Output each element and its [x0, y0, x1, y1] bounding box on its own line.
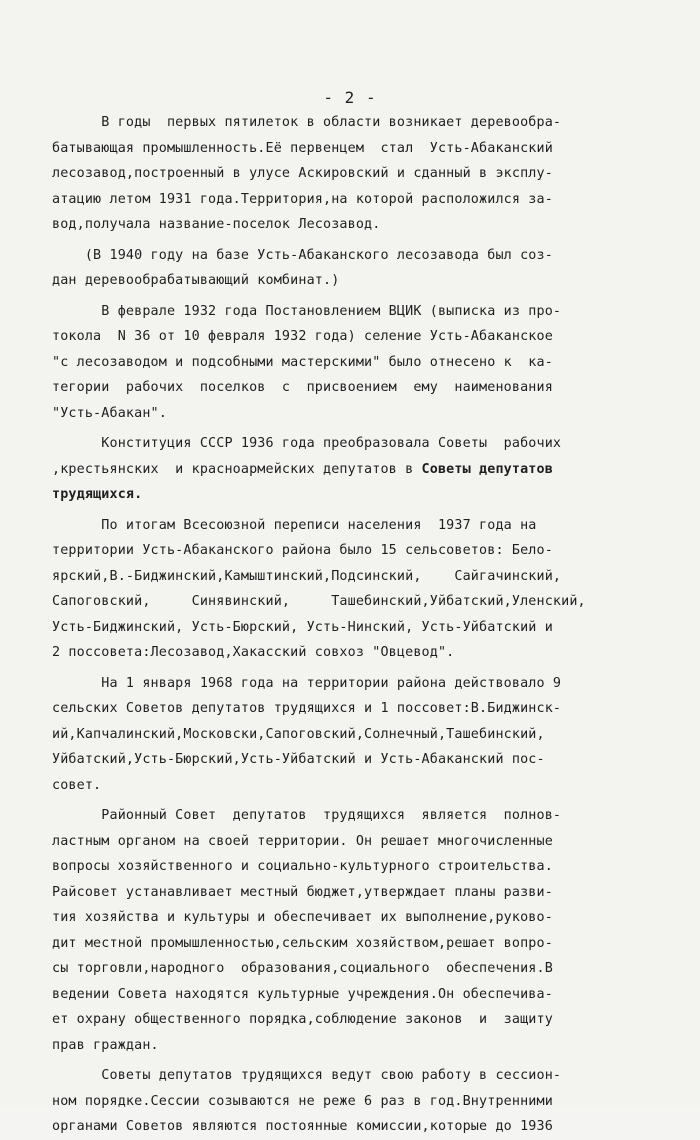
text-line: ,крестьянских и красноармейских депутатов в Советы депутатов	[52, 461, 553, 477]
text-line: Райсовет устанавливает местный бюджет,утверждает планы разви-	[52, 884, 553, 900]
text-line: ведении Совета находятся культурные учреждения.Он обеспечива-	[52, 986, 553, 1002]
text-line: токола N 36 от 10 февраля 1932 года) селение Усть-Абаканское	[52, 329, 553, 344]
text-line: (В 1940 году на базе Усть-Абаканского лесозавода был соз-	[52, 247, 553, 263]
text-line: совет.	[52, 777, 102, 793]
text-line: вод,получала название-поселок Лесозавод.	[52, 217, 381, 232]
text-line: тегории рабочих поселков с присвоением ему наименования	[52, 380, 553, 395]
text-line: вопросы хозяйственного и социально-культурного строительства.	[52, 859, 553, 874]
text-line: дит местной промышленностью,сельским хозяйством,решает вопро-	[52, 935, 553, 951]
paragraph	[52, 299, 652, 427]
text-line: лесозавод,построенный в улусе Аскировский и сданный в эксплу-	[52, 166, 553, 181]
document-body	[52, 110, 652, 1140]
text-line: ет охрану общественного порядка,соблюдение законов и защиту	[52, 1012, 553, 1027]
text-line: Районный Совет депутатов трудящихся является полнов-	[52, 808, 562, 823]
text-line: атацию летом 1931 года.Территория,на которой расположился за-	[52, 191, 553, 207]
paragraph	[52, 671, 652, 799]
text-line: На 1 января 1968 года на территории района действовало 9	[52, 675, 562, 691]
paragraph	[52, 110, 652, 238]
text-line: ном порядке.Сессии созываются не реже 6 раз в год.Внутренними	[52, 1093, 553, 1109]
paragraph	[52, 1063, 652, 1140]
text-line: Конституция СССР 1936 года преобразовала Советы рабочих	[52, 436, 562, 451]
text-line: ластным органом на своей территории. Он решает многочисленные	[52, 833, 553, 849]
text-line: прав граждан.	[52, 1037, 159, 1053]
text-line: Сапоговский, Синявинский, Ташебинский,Уйбатский,Уленский,	[52, 594, 586, 609]
text-line: территории Усть-Абаканского района было 15 сельсоветов: Бело-	[52, 543, 553, 558]
text-line: тия хозяйства и культуры и обеспечивает их выполнение,руково-	[52, 910, 553, 925]
text-line	[52, 482, 652, 508]
text-line: По итогам Всесоюзной переписи населения 1937 года на	[52, 517, 537, 533]
paragraph	[52, 513, 652, 666]
page-number: - 2 -	[323, 88, 377, 107]
text-line: батывающая промышленность.Её первенцем стал Усть-Абаканский	[52, 140, 553, 156]
bold-phrase: трудящихся.	[52, 487, 143, 502]
text-line: Уйбатский,Усть-Бюрский,Усть-Уйбатский и Усть-Абаканский пос-	[52, 752, 545, 767]
text-line: ярский,В.-Биджинский,Камыштинский,Подсинский, Сайгачинский,	[52, 568, 562, 584]
text-line: "Усть-Абакан".	[52, 405, 167, 421]
text-line: сельских Советов депутатов трудящихся и 1 поссовет:В.Биджинск-	[52, 701, 562, 716]
paragraph	[52, 243, 652, 294]
text-line: В годы первых пятилеток в области возникает деревообра-	[52, 115, 562, 130]
text-line: 2 поссовета:Лесозавод,Хакасский совхоз "Овцевод".	[52, 645, 455, 660]
paragraph	[52, 431, 652, 508]
text-line: сы торговли,народного образования,социального обеспечения.В	[52, 961, 553, 976]
text-line: ий,Капчалинский,Московски,Сапоговский,Солнечный,Ташебинский,	[52, 726, 545, 742]
text-line: "с лесозаводом и подсобными мастерскими" было отнесено к ка-	[52, 354, 553, 370]
text-line: органами Советов являются постоянные комиссии,которые до 1936	[52, 1119, 553, 1134]
text-line: Советы депутатов трудящихся ведут свою работу в сессион-	[52, 1068, 562, 1083]
text-line: Усть-Биджинский, Усть-Бюрский, Усть-Нинский, Усть-Уйбатский и	[52, 619, 553, 635]
paragraph	[52, 803, 652, 1058]
bold-phrase: Советы депутатов	[421, 461, 553, 477]
text-line: дан деревообрабатывающий комбинат.)	[52, 273, 340, 288]
text-line: В феврале 1932 года Постановлением ВЦИК (выписка из про-	[52, 303, 562, 319]
